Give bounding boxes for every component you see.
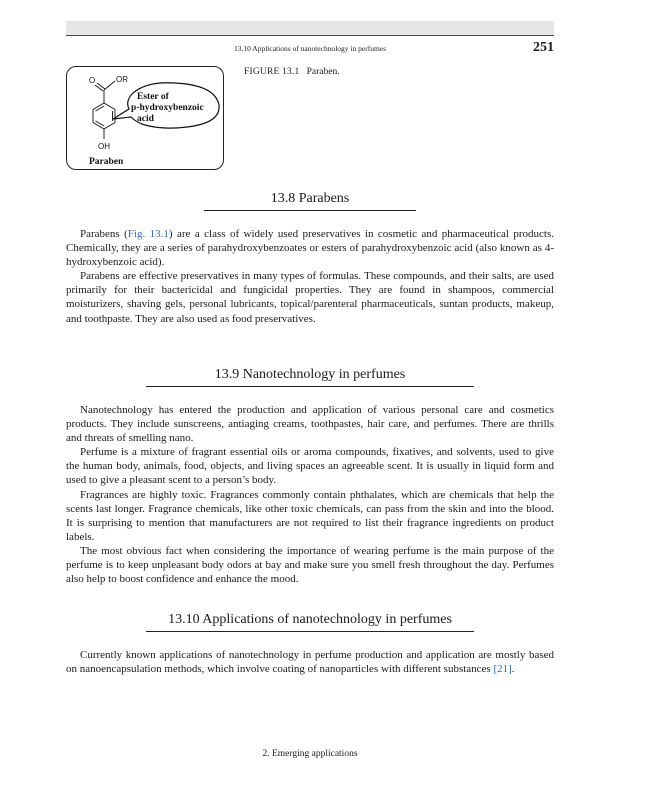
section-heading xyxy=(66,191,554,211)
paragraph: Perfume is a mixture of fragrant essential oils or aroma compounds, fixatives, and solvents, used to give the human body, animals, food, objects, and living spaces an agreeable scent. It is usually in liquid form and used to give a pleasant scent to a person’s body. xyxy=(66,446,554,487)
paragraph-text: ) are a class of widely used preservatives in cosmetic and pharmaceutical products. Chemically, they are a series of parahydroxybenzoates or esters of parahydroxybenzoic acid (also known as 4-hydroxybenzoic acid). xyxy=(66,228,554,269)
section-nanotechnology-in-perfumes xyxy=(66,367,554,586)
paragraph-text: Parabens ( xyxy=(80,228,128,240)
section-heading xyxy=(66,367,554,387)
section-heading-text: 13.10 Applications of nanotechnology in perfumes xyxy=(146,612,474,632)
citation-link[interactable]: [21] xyxy=(493,663,512,676)
atom-oh-label: OH xyxy=(98,142,110,151)
bubble-line-1: Ester of xyxy=(137,92,169,102)
figure-reference-link[interactable]: Fig. 13.1 xyxy=(127,228,169,240)
atom-or-label: OR xyxy=(116,75,128,84)
figure-caption-label: FIGURE 13.1 xyxy=(244,67,300,77)
bubble-line-3: acid xyxy=(137,114,154,124)
atom-o-label: O xyxy=(89,76,96,85)
paragraph xyxy=(66,227,554,269)
section-applications-nanotechnology-perfumes xyxy=(66,612,554,676)
figure-caption xyxy=(244,67,340,77)
page-footer: 2. Emerging applications xyxy=(262,749,358,759)
paragraph: Nanotechnology has entered the production and application of various personal care and cosmetics products. They include sunscreens, antiaging creams, toothpastes, hair care, and perfumes. There are thrills and threats of smelling nano. xyxy=(66,404,554,445)
paragraph: Fragrances are highly toxic. Fragrances commonly contain phthalates, which are chemicals that help the scents last longer. Fragrance chemicals, like other toxic chemicals, can pass from the skin and into the blood. It is surprising to mention that manufacturers are not required to list their fragrance ingredients on product labels. xyxy=(66,488,554,543)
page-number: 251 xyxy=(533,40,554,55)
bubble-line-2: p-hydroxybenzoic xyxy=(131,103,204,113)
paragraph-text: . xyxy=(511,663,515,676)
figure-caption-text: Paraben. xyxy=(306,67,340,77)
paragraph: Parabens are effective preservatives in many types of formulas. These compounds, and their salts, are used primarily for their bactericidal and fungicidal properties. They are found in shampoos, commercial moisturizers, shaving gels, personal lubricants, topical/parenteral pharmaceuticals, suntan products, makeup, and toothpaste. They are also used as food preservatives. xyxy=(66,270,554,325)
section-heading-text: 13.8 Parabens xyxy=(204,191,416,211)
benzene-ring xyxy=(93,103,115,129)
paragraph-text: Currently known applications of nanotechnology in perfume production and application are mostly based on nanoencapsulation methods, which involve coating of nanoparticles with different substances xyxy=(66,649,554,676)
running-title: 13.10 Applications of nanotechnology in perfumes xyxy=(233,44,387,53)
header-band xyxy=(66,21,554,35)
section-parabens xyxy=(66,191,554,326)
figure-paraben xyxy=(66,66,224,170)
running-header xyxy=(66,41,554,57)
section-heading-text: 13.9 Nanotechnology in perfumes xyxy=(146,367,474,387)
figure-compound-name: Paraben xyxy=(89,157,124,167)
paragraph xyxy=(66,648,554,676)
section-heading xyxy=(66,612,554,632)
paragraph: The most obvious fact when considering the importance of wearing perfume is the main purpose of the perfume is to keep unpleasant body odors at bay and make sure you smell fresh throughout the day. Perfumes also help to boost confidence and enhance the mood. xyxy=(66,544,554,586)
paraben-structure-diagram xyxy=(67,67,225,171)
header-rule xyxy=(66,35,554,36)
